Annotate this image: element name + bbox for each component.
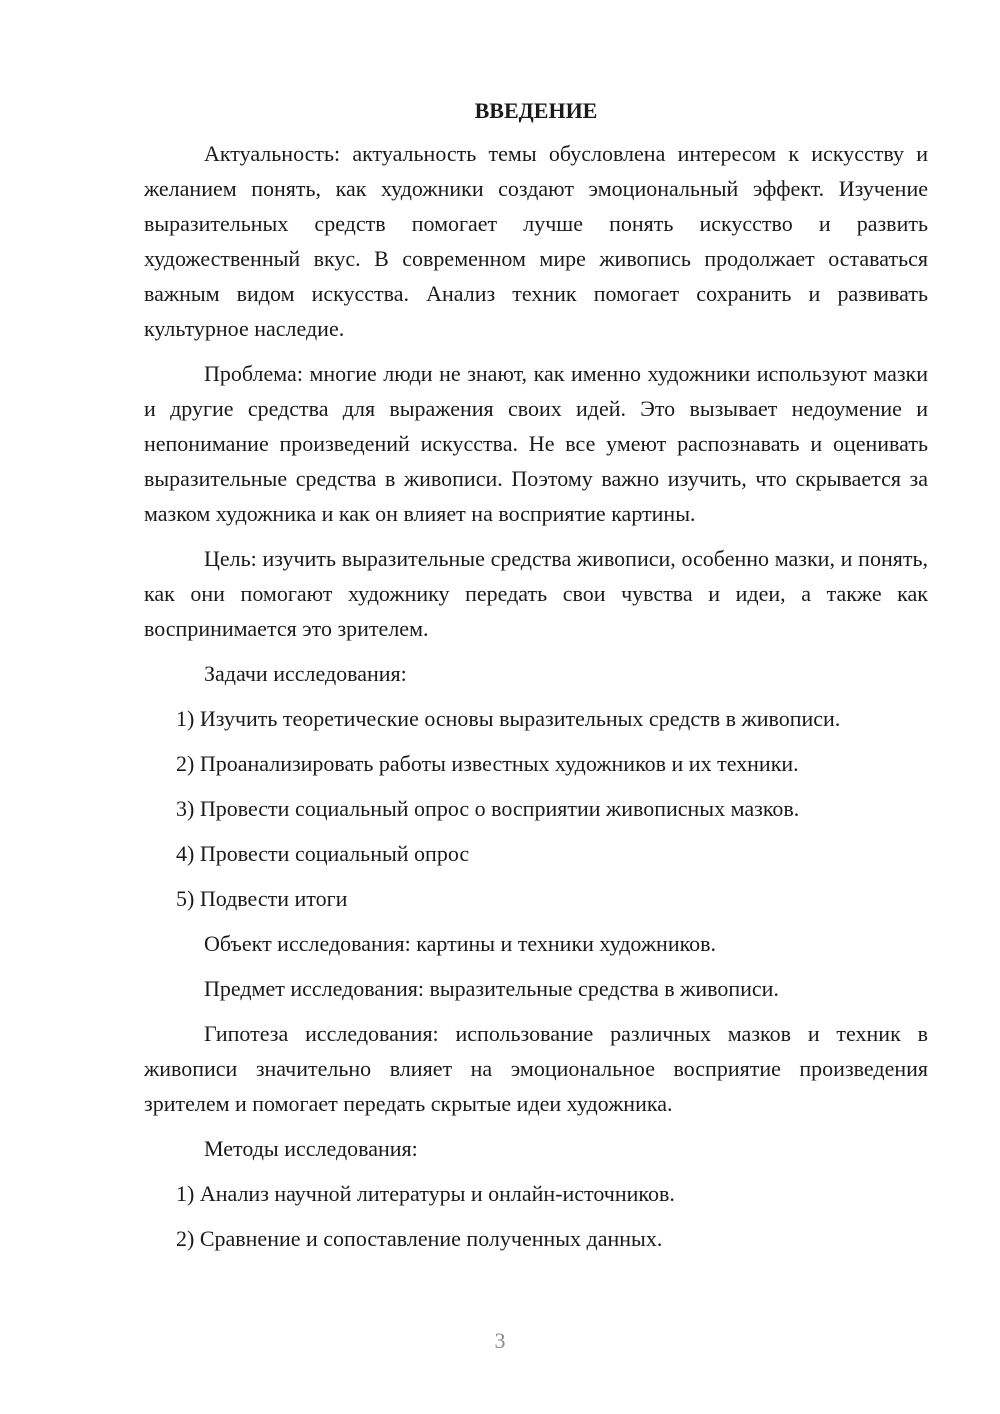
methods-label: Методы исследования: [204, 1136, 418, 1161]
problem-paragraph: Проблема: многие люди не знают, как именно художники используют мазки и другие средства для выражения своих идей. Это вызывает недоумение и непонимание произведений искусства. Не все умеют распознавать и оценивать выразительные средства в живописи. Поэтому важно изучить, что скрывается за мазком художника и как он влияет на восприятие картины. [144, 361, 928, 526]
page-content [144, 94, 928, 1266]
tasks-label: Задачи исследования: [204, 661, 407, 686]
list-item: 5) Подвести итоги [176, 886, 348, 911]
subject-line: Предмет исследования: выразительные средства в живописи. [204, 976, 779, 1001]
methods-list [144, 1176, 928, 1256]
hypothesis-paragraph: Гипотеза исследования: использование различных мазков и техник в живописи значительно влияет на эмоциональное восприятие произведения зрителем и помогает передать скрытые идеи художника. [144, 1021, 928, 1116]
list-item: 1) Изучить теоретические основы выразительных средств в живописи. [176, 706, 841, 731]
tasks-list [144, 701, 928, 916]
object-line: Объект исследования: картины и техники художников. [204, 931, 717, 956]
relevance-paragraph: Актуальность: актуальность темы обусловлена интересом к искусству и желанием понять, как художники создают эмоциональный эффект. Изучение выразительных средств помогает лучше понять искусство и развить художественный вкус. В современном мире живопись продолжает оставаться важным видом искусства. Анализ техник помогает сохранить и развивать культурное наследие. [144, 141, 928, 341]
list-item: 1) Анализ научной литературы и онлайн-источников. [176, 1181, 675, 1206]
list-item: 2) Сравнение и сопоставление полученных данных. [176, 1226, 663, 1251]
goal-paragraph: Цель: изучить выразительные средства живописи, особенно мазки, и понять, как они помогают художнику передать свои чувства и идеи, а также как воспринимается это зрителем. [144, 546, 928, 641]
list-item: 3) Провести социальный опрос о восприятии живописных мазков. [176, 796, 800, 821]
list-item: 2) Проанализировать работы известных художников и их техники. [176, 751, 799, 776]
list-item: 4) Провести социальный опрос [176, 841, 470, 866]
page-title: ВВЕДЕНИЕ [474, 98, 598, 123]
page-number: 3 [494, 1328, 506, 1353]
